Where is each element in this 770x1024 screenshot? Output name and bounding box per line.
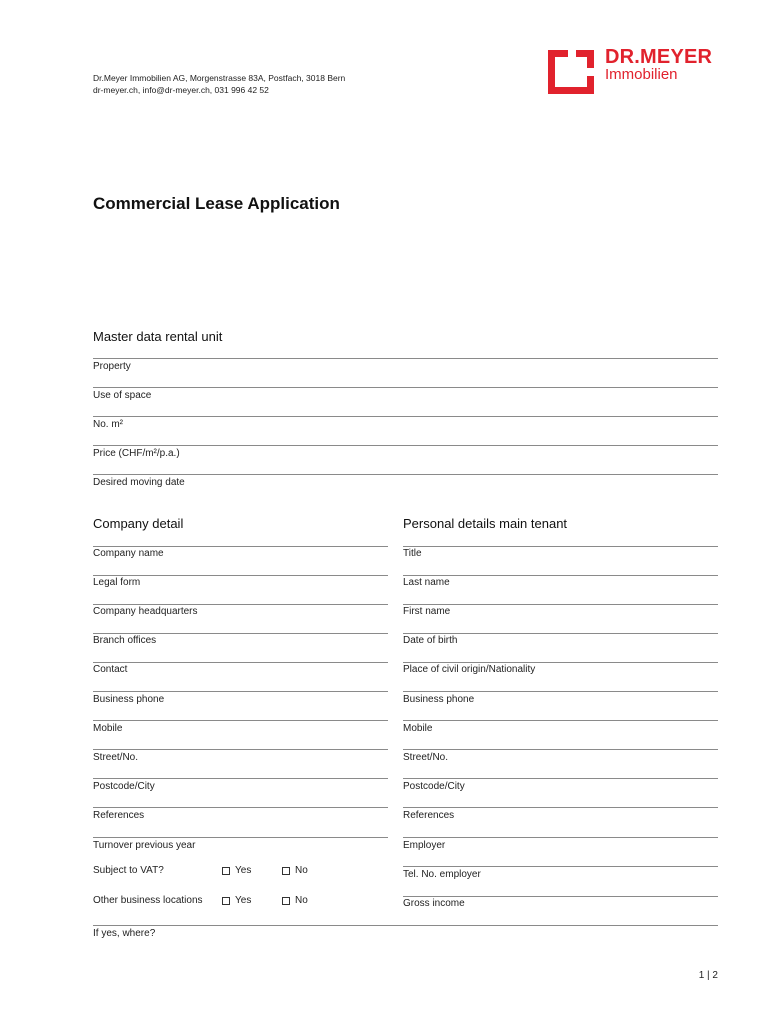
vat-label: Subject to VAT? [93,865,164,876]
divider [93,749,388,750]
divider [403,866,718,867]
tenant-references-field[interactable]: References [403,810,455,821]
gross-income-field[interactable]: Gross income [403,898,465,909]
vat-no-label: No [295,865,308,876]
logo-name: DR.MEYER [605,46,713,68]
turnover-field[interactable]: Turnover previous year [93,840,196,851]
divider [93,691,388,692]
company-references-field[interactable]: References [93,810,145,821]
locations-no-checkbox[interactable] [282,897,290,905]
if-yes-where-field[interactable]: If yes, where? [93,928,156,939]
logo-subtitle: Immobilien [605,66,678,83]
divider [403,837,718,838]
divider [403,778,718,779]
divider [93,445,718,446]
company-postcode-field[interactable]: Postcode/City [93,781,155,792]
divider [93,387,718,388]
divider [403,633,718,634]
divider [403,896,718,897]
divider [403,720,718,721]
divider [403,546,718,547]
company-name-field[interactable]: Company name [93,548,164,559]
tenant-mobile-field[interactable]: Mobile [403,723,433,734]
company-address: Dr.Meyer Immobilien AG, Morgenstrasse 83A, Postfach, 3018 Bern [93,73,346,83]
divider [93,358,718,359]
nationality-field[interactable]: Place of civil origin/Nationality [403,664,536,675]
divider [93,546,388,547]
divider [93,720,388,721]
vat-yes-label: Yes [235,865,252,876]
divider [403,691,718,692]
area-m2-field[interactable]: No. m² [93,419,123,430]
tenant-street-field[interactable]: Street/No. [403,752,449,763]
company-contact: dr-meyer.ch, info@dr-meyer.ch, 031 996 42 52 [93,85,269,95]
divider [93,662,388,663]
divider [93,778,388,779]
company-street-field[interactable]: Street/No. [93,752,139,763]
use-of-space-field[interactable]: Use of space [93,390,152,401]
other-locations-label: Other business locations [93,895,203,906]
divider [93,604,388,605]
last-name-field[interactable]: Last name [403,577,450,588]
divider [93,474,718,475]
locations-no-label: No [295,895,308,906]
branch-offices-field[interactable]: Branch offices [93,635,157,646]
contact-field[interactable]: Contact [93,664,128,675]
title-field[interactable]: Title [403,548,422,559]
legal-form-field[interactable]: Legal form [93,577,141,588]
logo-mark-icon [548,50,594,94]
locations-yes-label: Yes [235,895,252,906]
divider [93,837,388,838]
employer-field[interactable]: Employer [403,840,446,851]
tenant-postcode-field[interactable]: Postcode/City [403,781,465,792]
company-business-phone-field[interactable]: Business phone [93,694,165,705]
divider [93,633,388,634]
vat-yes-checkbox[interactable] [222,867,230,875]
divider [403,749,718,750]
section-company-detail: Company detail [93,516,184,531]
section-tenant-details: Personal details main tenant [403,516,568,531]
employer-phone-field[interactable]: Tel. No. employer [403,869,481,880]
divider [403,807,718,808]
date-of-birth-field[interactable]: Date of birth [403,635,458,646]
price-field[interactable]: Price (CHF/m²/p.a.) [93,448,180,459]
property-field[interactable]: Property [93,361,131,372]
divider [403,662,718,663]
first-name-field[interactable]: First name [403,606,451,617]
vat-no-checkbox[interactable] [282,867,290,875]
company-mobile-field[interactable]: Mobile [93,723,123,734]
divider [403,575,718,576]
page-number: 1 | 2 [698,970,718,981]
divider [93,416,718,417]
divider [403,604,718,605]
page-title: Commercial Lease Application [93,194,340,213]
locations-yes-checkbox[interactable] [222,897,230,905]
section-master-data: Master data rental unit [93,329,223,344]
tenant-business-phone-field[interactable]: Business phone [403,694,475,705]
divider [93,925,718,926]
moving-date-field[interactable]: Desired moving date [93,477,185,488]
headquarters-field[interactable]: Company headquarters [93,606,198,617]
divider [93,575,388,576]
divider [93,807,388,808]
